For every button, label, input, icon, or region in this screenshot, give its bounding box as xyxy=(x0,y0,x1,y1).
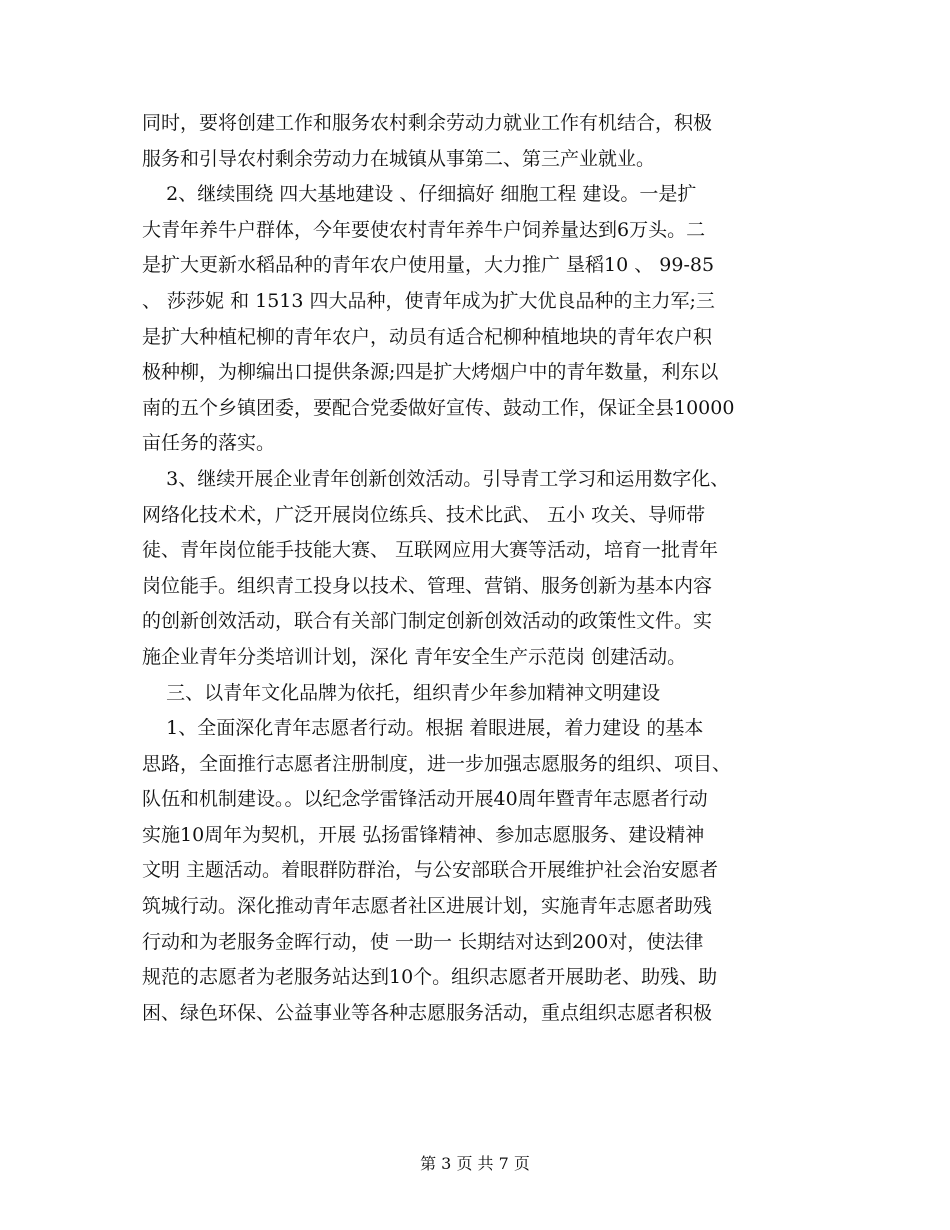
text-line: 文明 主题活动。着眼群防群治，与公安部联合开展维护社会治安愿者 xyxy=(142,859,719,882)
text-line: 困、绿色环保、公益事业等各种志愿服务活动，重点组织志愿者积极 xyxy=(142,1001,713,1024)
text-line: 是扩大更新水稻品种的青年农户使用量，大力推广 垦稻10 、 99-85 xyxy=(142,254,715,277)
text-line: 行动和为老服务金晖行动，使 一助一 长期结对达到200对，使法律 xyxy=(142,930,704,953)
text-line: 极种柳，为柳编出口提供条源;四是扩大烤烟户中的青年数量，利东以 xyxy=(142,361,719,384)
text-line: 队伍和机制建设。。以纪念学雷锋活动开展40周年暨青年志愿者行动 xyxy=(142,788,708,811)
text-line: 实施10周年为契机，开展 弘扬雷锋精神、参加志愿服务、建设精神 xyxy=(142,823,705,846)
section-heading: 三、以青年文化品牌为依托，组织青少年参加精神文明建设 xyxy=(142,681,661,704)
text-line: 3、继续开展企业青年创新创效活动。引导青工学习和运用数字化、 xyxy=(142,467,730,490)
text-line: 同时，要将创建工作和服务农村剩余劳动力就业工作有机结合，积极 xyxy=(142,112,713,134)
text-line: 是扩大种植杞柳的青年农户，动员有适合杞柳种植地块的青年农户积 xyxy=(142,325,713,348)
body-text xyxy=(142,106,822,1031)
text-line: 筑城行动。深化推动青年志愿者社区进展计划，实施青年志愿者助残 xyxy=(142,895,713,918)
text-line: 、 莎莎妮 和 1513 四大品种，使青年成为扩大优良品种的主力军;三 xyxy=(142,289,715,312)
text-line: 思路，全面推行志愿者注册制度，进一步加强志愿服务的组织、项目、 xyxy=(142,752,732,775)
text-line: 服务和引导农村剩余劳动力在城镇从事第二、第三产业就业。 xyxy=(142,147,656,170)
text-line: 徒、青年岗位能手技能大赛、 互联网应用大赛等活动，培育一批青年 xyxy=(142,539,719,562)
text-line: 1、全面深化青年志愿者行动。根据 着眼进展，着力建设 的基本 xyxy=(142,717,704,740)
text-line: 2、继续围绕 四大基地建设 、仔细搞好 细胞工程 建设。一是扩 xyxy=(142,183,697,206)
text-line: 网络化技术术，广泛开展岗位练兵、技术比武、 五小 攻关、导师带 xyxy=(142,503,706,526)
text-line: 亩任务的落实。 xyxy=(142,432,276,455)
text-line: 的创新创效活动，联合有关部门制定创新创效活动的政策性文件。实 xyxy=(142,610,713,633)
text-line: 规范的志愿者为老服务站达到10个。组织志愿者开展助老、助残、助 xyxy=(142,966,718,989)
page-number-footer: 第 3 页 共 7 页 xyxy=(420,1154,530,1173)
text-line: 施企业青年分类培训计划，深化 青年安全生产示范岗 创建活动。 xyxy=(142,645,687,668)
text-line: 岗位能手。组织青工投身以技术、管理、营销、服务创新为基本内容 xyxy=(142,574,713,597)
text-line: 大青年养牛户群体，今年要使农村青年养牛户饲养量达到6万头。二 xyxy=(142,218,706,241)
text-line: 南的五个乡镇团委，要配合党委做好宣传、鼓动工作，保证全县10000 xyxy=(142,396,735,419)
